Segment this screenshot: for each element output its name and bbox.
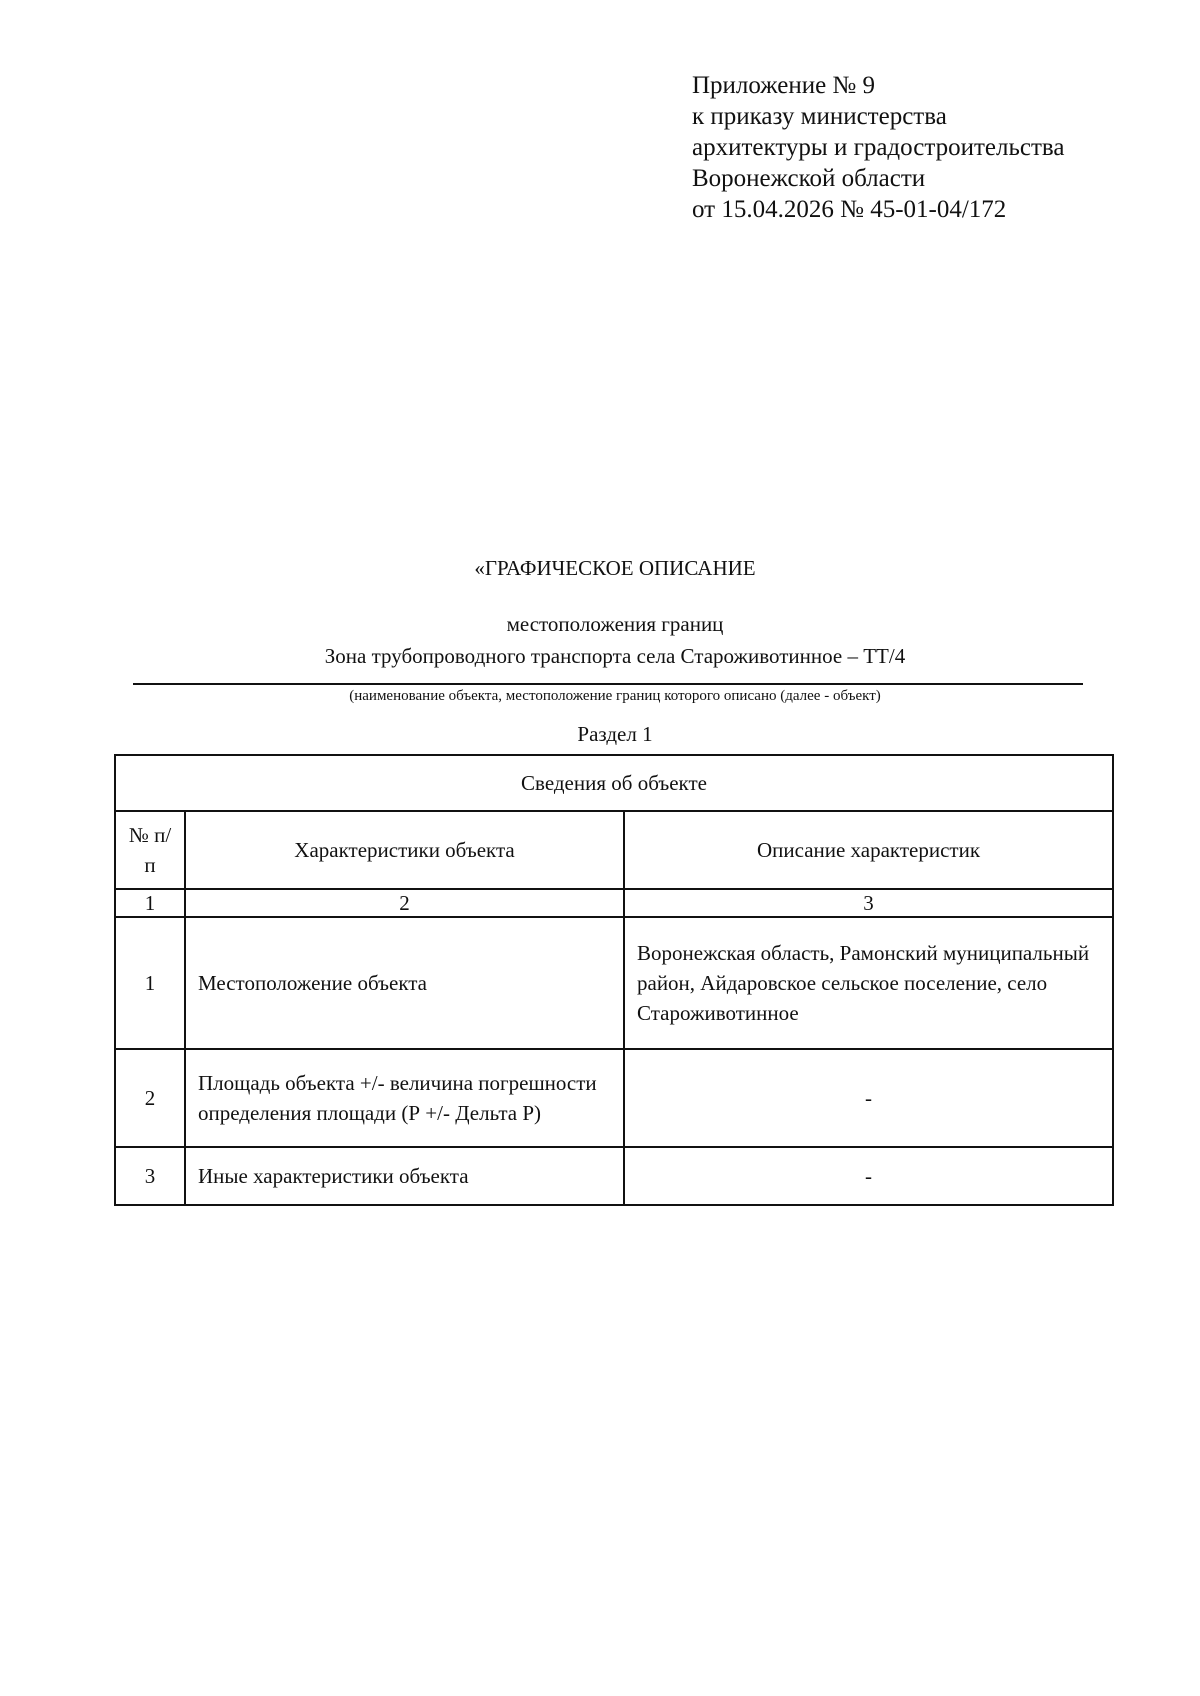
appendix-line: Воронежской области — [692, 165, 926, 192]
document-subtitle — [0, 608, 1200, 672]
appendix-line: к приказу министерства — [692, 103, 947, 130]
column-number: 2 — [185, 889, 624, 917]
section-label: Раздел 1 — [577, 722, 653, 746]
table-row — [115, 917, 1113, 1049]
header-characteristics: Характеристики объекта — [185, 811, 624, 889]
appendix-block — [692, 70, 1064, 225]
table-caption: Сведения об объекте — [115, 755, 1113, 811]
column-number: 1 — [115, 889, 185, 917]
appendix-line: архитектуры и градостроительства — [692, 134, 1065, 161]
document-title: «ГРАФИЧЕСКОЕ ОПИСАНИЕ — [474, 556, 756, 580]
table-row — [115, 1049, 1113, 1147]
row-characteristic: Местоположение объекта — [185, 917, 624, 1049]
appendix-line: Приложение № 9 — [692, 72, 876, 99]
object-info-table — [114, 754, 1114, 1206]
row-number: 2 — [115, 1049, 185, 1147]
table-caption-row — [115, 755, 1113, 811]
row-number: 1 — [115, 917, 185, 1049]
column-number: 3 — [624, 889, 1113, 917]
row-characteristic: Иные характеристики объекта — [185, 1147, 624, 1205]
header-description: Описание характеристик — [624, 811, 1113, 889]
header-number: № п/п — [115, 811, 185, 889]
row-description: Воронежская область, Рамонский муниципальный район, Айдаровское сельское поселение, село Староживотинное — [624, 917, 1113, 1049]
table-row — [115, 1147, 1113, 1205]
appendix-line: от 15.04.2026 № 45-01-04/172 — [692, 196, 1007, 223]
row-number: 3 — [115, 1147, 185, 1205]
row-characteristic: Площадь объекта +/- величина погрешности определения площади (Р +/- Дельта Р) — [185, 1049, 624, 1147]
table-header-row — [115, 811, 1113, 889]
underline-rule — [133, 683, 1083, 685]
underline-note: (наименование объекта, местоположение границ которого описано (далее - объект) — [349, 688, 881, 704]
subtitle-line-1: местоположения границ — [506, 612, 724, 636]
row-description: - — [624, 1049, 1113, 1147]
row-description: - — [624, 1147, 1113, 1205]
column-number-row — [115, 889, 1113, 917]
subtitle-line-2: Зона трубопроводного транспорта села Староживотинное – ТТ/4 — [324, 644, 906, 668]
